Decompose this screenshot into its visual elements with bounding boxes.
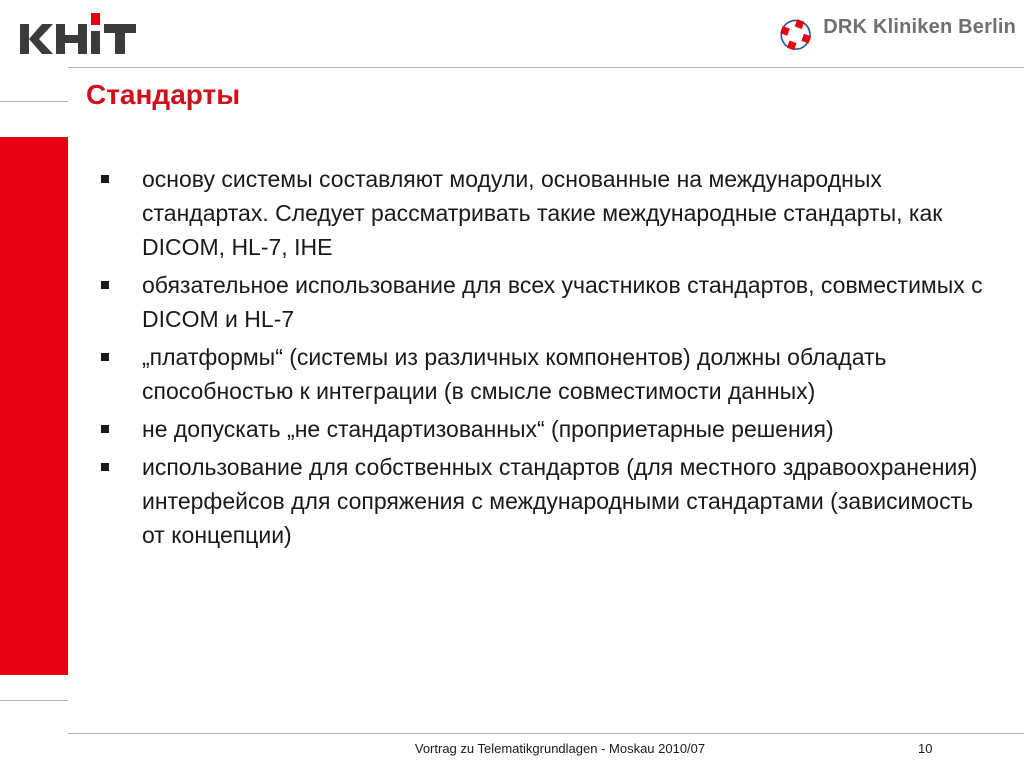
bullet-list xyxy=(100,162,1000,556)
list-item xyxy=(100,450,1000,552)
square-bullet-icon xyxy=(101,463,109,471)
slide-title: Стандарты xyxy=(86,79,241,110)
square-bullet-icon xyxy=(101,425,109,433)
left-divider-bottom xyxy=(0,700,68,701)
page-number: 10 xyxy=(918,741,933,756)
bullet-text: основу системы составляют модули, основанные на международных стандартах. Следует рассматривать такие международные стандарты, как DICOM, HL-7, IHE xyxy=(142,166,943,260)
bullet-text: не допускать „не стандартизованных“ (проприетарные решения) xyxy=(142,416,834,442)
drk-logo-text: DRK Kliniken Berlin xyxy=(823,15,1016,38)
bullet-text: обязательное использование для всех участников стандартов, совместимых с DICOM и HL-7 xyxy=(142,272,983,332)
red-side-bar xyxy=(0,137,68,675)
bullet-text: использование для собственных стандартов (для местного здравоохранения) интерфейсов для сопряжения с международными стандартами (зависимость от концепции) xyxy=(142,454,978,548)
top-divider xyxy=(68,67,1024,68)
drk-logo xyxy=(776,10,1016,58)
left-divider-top xyxy=(0,101,68,102)
footer-text: Vortrag zu Telematikgrundlagen - Moskau 2010/07 xyxy=(414,741,706,756)
list-item xyxy=(100,268,1000,336)
drk-emblem-icon xyxy=(776,10,815,58)
square-bullet-icon xyxy=(101,353,109,361)
khit-logo xyxy=(20,10,138,58)
bottom-divider xyxy=(68,733,1024,734)
square-bullet-icon xyxy=(101,175,109,183)
list-item xyxy=(100,162,1000,264)
list-item xyxy=(100,412,1000,446)
bullet-text: „платформы“ (системы из различных компонентов) должны обладать способностью к интеграции (в смысле совместимости данных) xyxy=(142,344,887,404)
khit-logo-icon xyxy=(20,10,138,58)
list-item xyxy=(100,340,1000,408)
square-bullet-icon xyxy=(101,281,109,289)
